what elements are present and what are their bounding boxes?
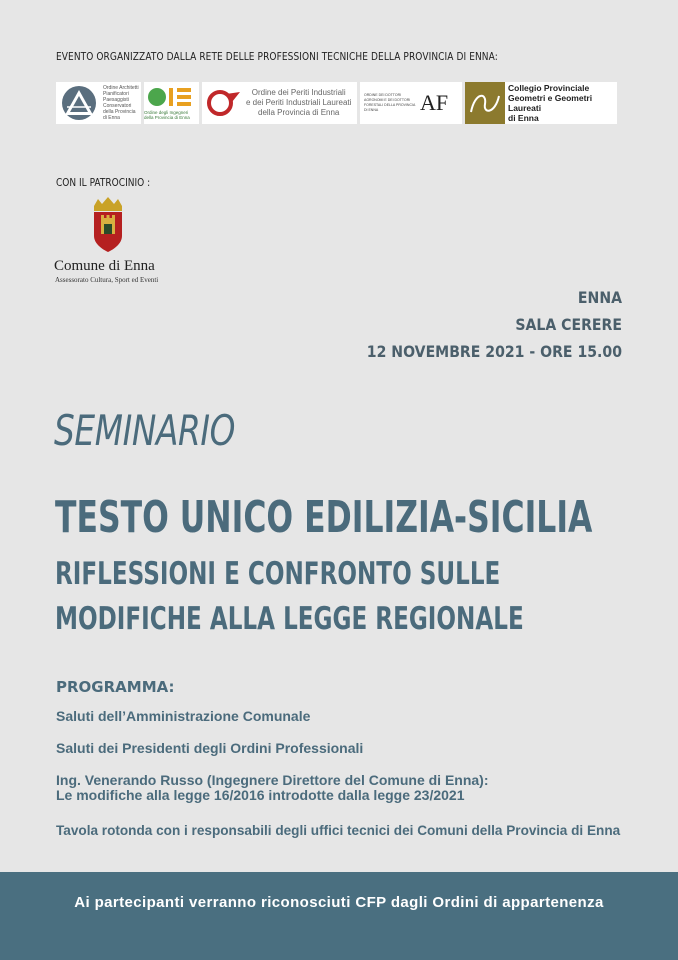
program-item: Tavola rotonda con i responsabili degli uffici tecnici dei Comuni della Provincia di Enna xyxy=(56,822,621,838)
program-item: Saluti dei Presidenti degli Ordini Professionali xyxy=(56,740,364,756)
logo-geometri xyxy=(465,82,617,124)
logo-periti-text: Ordine dei Periti Industriali e dei Periti Industriali Laureati della Provincia di Enna xyxy=(246,88,352,117)
geometri-mark-icon xyxy=(465,82,505,124)
event-info xyxy=(332,284,622,365)
ingegneri-mark-icon xyxy=(147,86,197,108)
seminar-title: TESTO UNICO EDILIZIA-SICILIA xyxy=(55,492,593,543)
logo-agronomi xyxy=(360,82,462,124)
seminar-kicker: SEMINARIO xyxy=(54,406,236,455)
logo-architetti xyxy=(56,82,141,124)
comune-name: Comune di Enna xyxy=(54,258,155,274)
logo-geometri-text: Collegio Provinciale Geometri e Geometri Laureati di Enna xyxy=(508,83,593,123)
logo-ingegneri xyxy=(144,82,199,124)
comune-crest-icon xyxy=(90,196,126,256)
event-venue: SALA CERERE xyxy=(515,315,622,334)
logo-agronomi-text: ORDINE DEI DOTTORI AGRONOMI E DEI DOTTORI FORESTALI DELLA PROVINCIA DI ENNA xyxy=(364,93,416,112)
program-heading: PROGRAMMA: xyxy=(56,678,175,696)
event-datetime: 12 NOVEMBRE 2021 - ORE 15.00 xyxy=(366,342,622,361)
organizer-heading: EVENTO ORGANIZZATO DALLA RETE DELLE PROFESSIONI TECNICHE DELLA PROVINCIA DI ENNA: xyxy=(56,50,498,63)
program-item: Saluti dell’Amministrazione Comunale xyxy=(56,708,311,724)
agronomi-mark-icon: AF xyxy=(420,90,449,115)
logo-periti xyxy=(202,82,357,124)
logo-architetti-text: Ordine Architetti Pianificatori Paesaggisti Conservatori della Provincia di Enna xyxy=(103,85,139,121)
triangle-logo-icon xyxy=(59,85,99,121)
footer-text: Ai partecipanti verranno riconosciuti CFP dagli Ordini di appartenenza xyxy=(74,894,604,911)
program-item: Ing. Venerando Russo (Ingegnere Direttore del Comune di Enna): Le modifiche alla legge 16/2016 introdotte dalla legge 23/2021 xyxy=(56,772,489,803)
logo-strip xyxy=(56,82,622,124)
event-city: ENNA xyxy=(577,288,622,307)
periti-gear-icon xyxy=(206,88,242,118)
footer-banner xyxy=(0,872,678,960)
logo-ingegneri-text: Ordine degli Ingegneri della Provincia di Enna xyxy=(144,110,190,120)
patronage-label: CON IL PATROCINIO : xyxy=(56,176,151,189)
comune-subtitle: Assessorato Cultura, Sport ed Eventi xyxy=(55,276,159,284)
seminar-subtitle: RIFLESSIONI E CONFRONTO SULLE MODIFICHE ALLA LEGGE REGIONALE xyxy=(55,556,524,637)
